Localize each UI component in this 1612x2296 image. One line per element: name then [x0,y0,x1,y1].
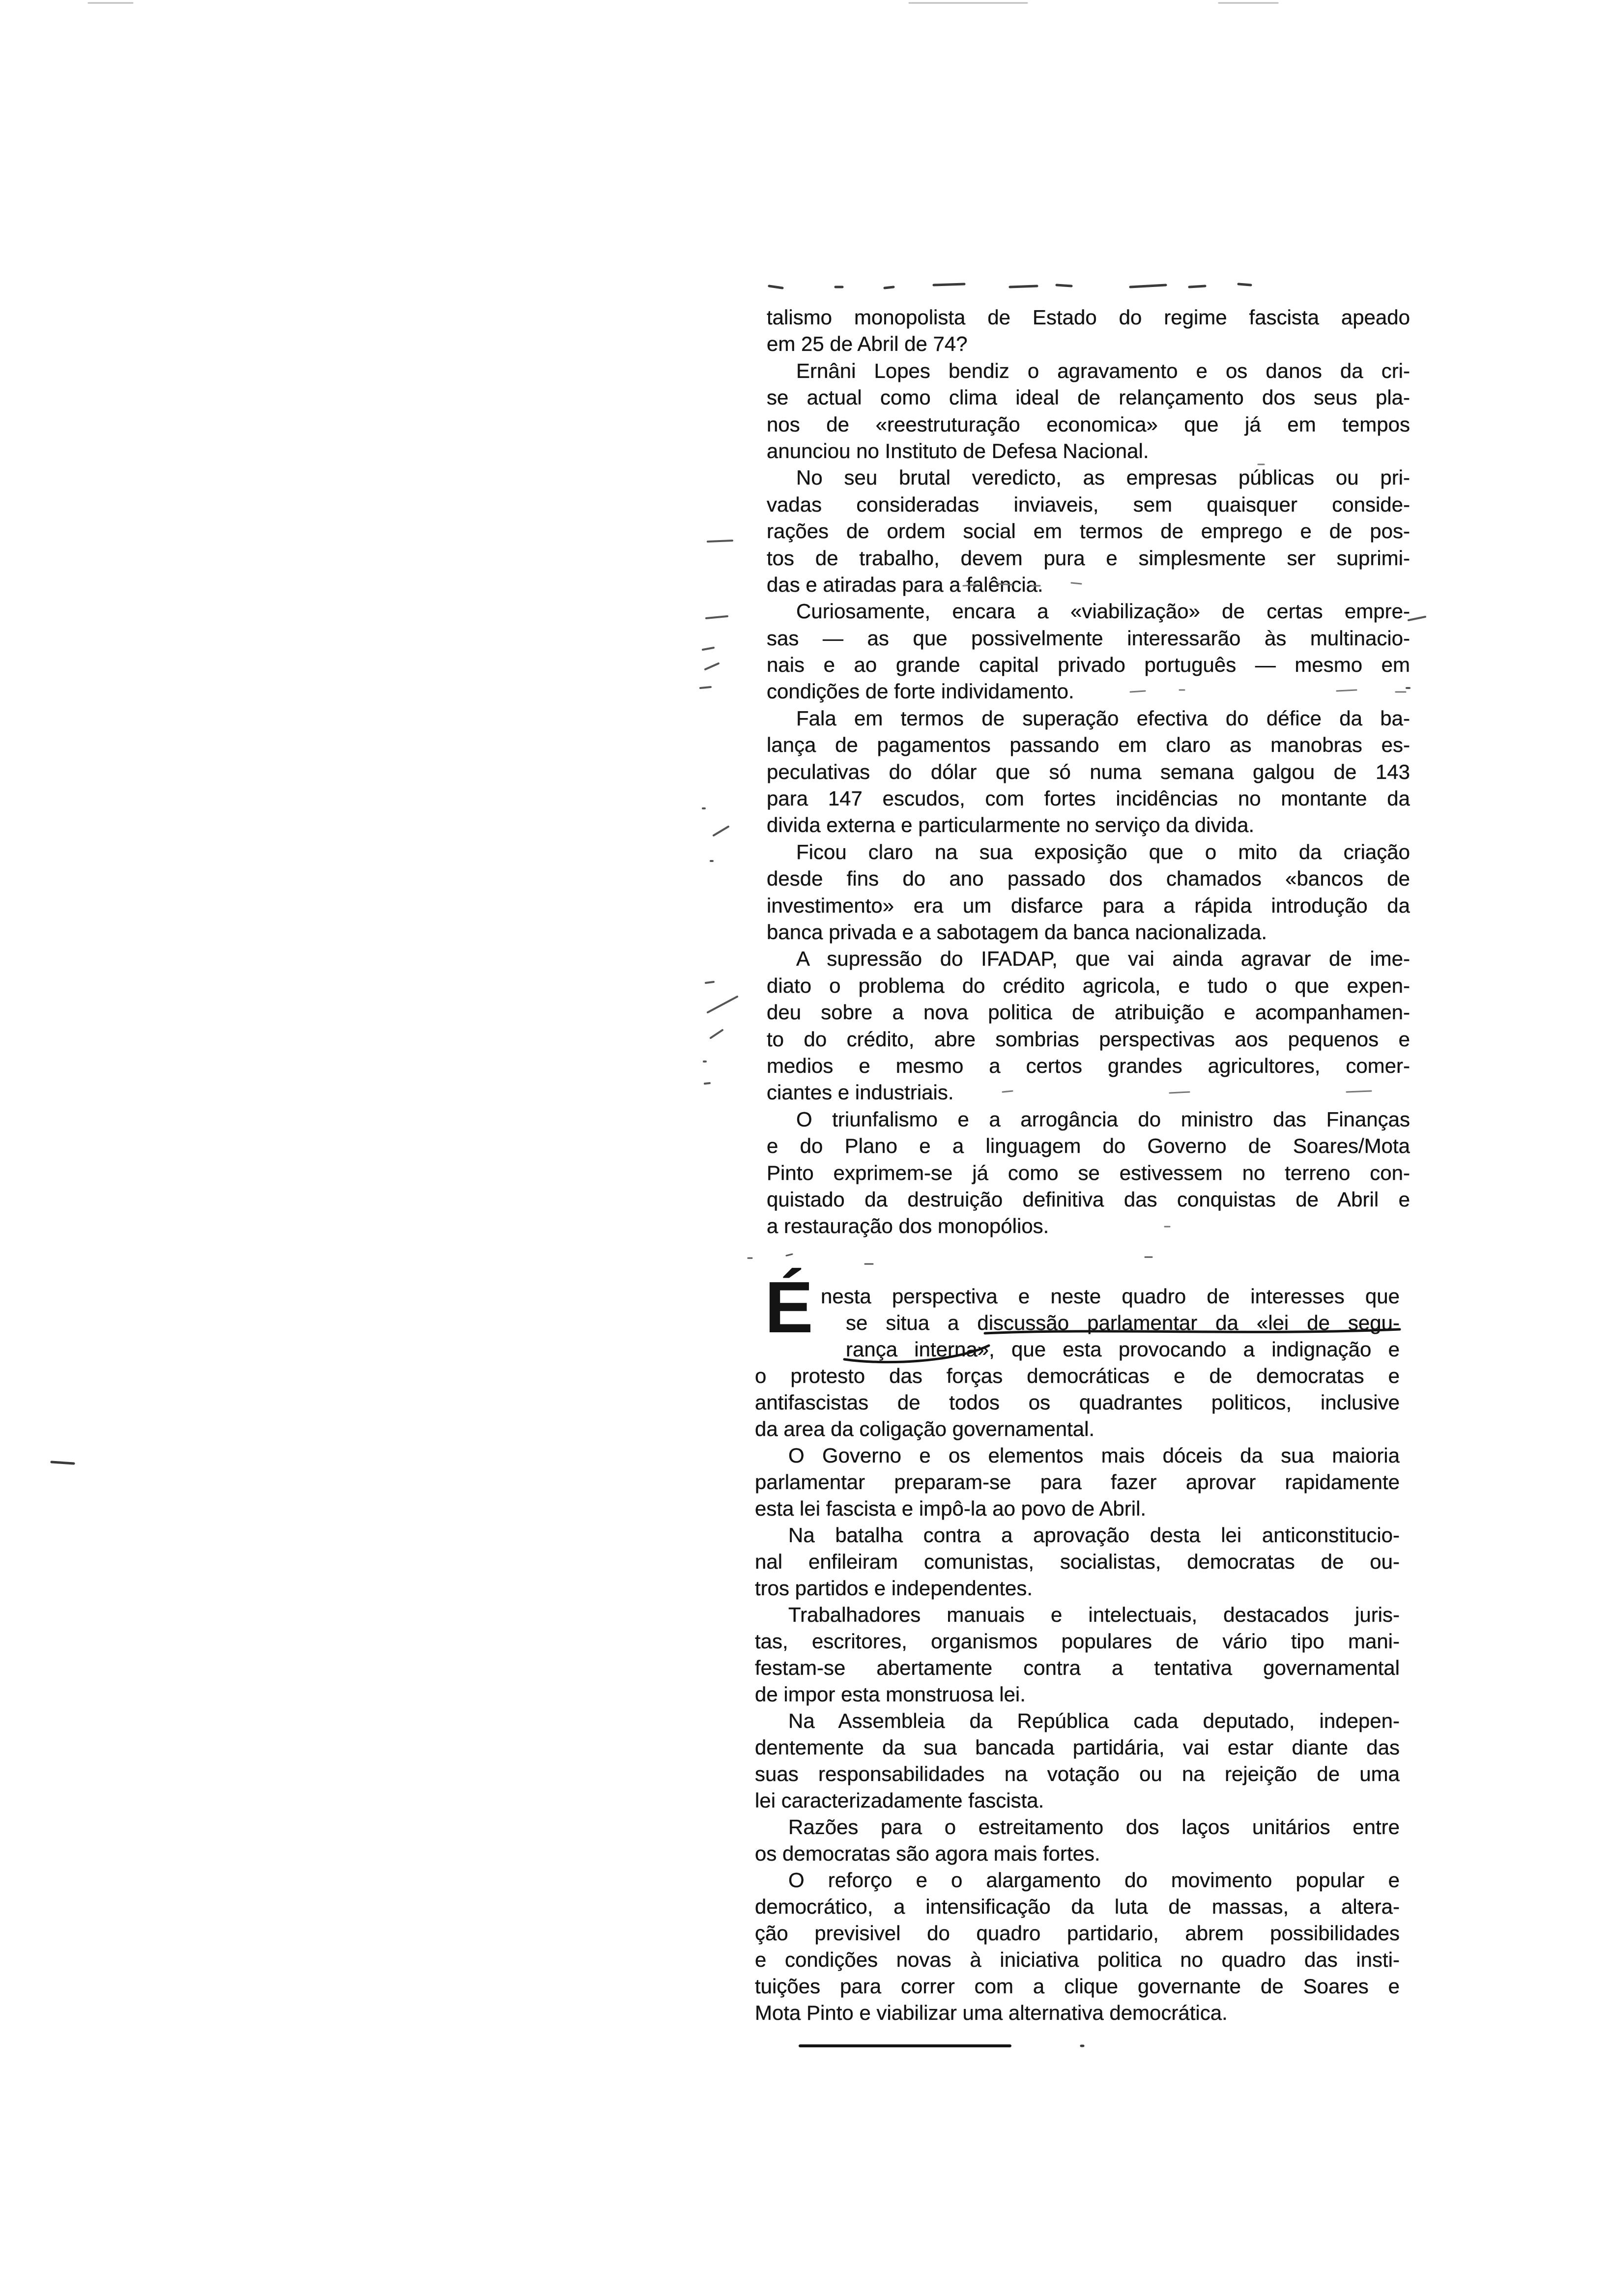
text-line: dentemente da sua bancada partidária, vai estar diante das [755,1736,1400,1759]
text-line: A supressão do IFADAP, que vai ainda agravar de ime- [796,947,1410,971]
text-line: Ficou claro na sua exposição que o mito da criação [796,840,1410,863]
text-line: das e atiradas para a falência. [767,573,1043,596]
text-line: para 147 escudos, com fortes incidências no montante da [767,787,1410,810]
text-line: se actual como clima ideal de relançamento dos seus pla- [767,386,1410,409]
text-line: Razões para o estreitamento dos laços unitários entre [788,1815,1400,1838]
text-line: investimento» era um disfarce para a rápida introdução da [767,893,1410,917]
paragraph [767,946,1410,1106]
text-line: medios e mesmo a certos grandes agricultores, comer- [767,1054,1410,1077]
text-line: se situa a discussão parlamentar da «lei de segu- [846,1311,1400,1334]
text-line: deu sobre a nova politica de atribuição e acompanhamen- [767,1001,1410,1024]
text-line: antifascistas de todos os quadrantes politicos, inclusive [755,1391,1400,1414]
paragraph [767,839,1410,946]
text-line: esta lei fascista e impô-la ao povo de Abril. [755,1497,1147,1520]
text-line: No seu brutal veredicto, as empresas públicas ou pri- [796,466,1410,489]
text-line: O reforço e o alargamento do movimento popular e [788,1868,1400,1892]
text-line: suas responsabilidades na votação ou na rejeição de uma [755,1762,1400,1785]
text-line: ciantes e industriais. [767,1081,954,1104]
text-line: Fala em termos de superação efectiva do défice da ba- [796,706,1410,730]
text-line: Na Assembleia da República cada deputado, indepen- [788,1709,1400,1732]
text-line: O triunfalismo e a arrogância do ministro das Finanças [796,1107,1410,1131]
paragraph [767,358,1410,465]
paragraph [755,1814,1400,1867]
text-line: O Governo e os elementos mais dóceis da sua maioria [788,1444,1400,1467]
text-line: festam-se abertamente contra a tentativa governamental [755,1656,1400,1679]
article-column-top [767,304,1410,1240]
text-line: da area da coligação governamental. [755,1417,1095,1440]
paragraph [767,598,1410,705]
text-line: nesta perspectiva e neste quadro de interesses que [821,1285,1400,1308]
paragraph [755,1867,1400,2026]
text-line: Trabalhadores manuais e intelectuais, destacados juris- [788,1603,1400,1626]
text-line: desde fins do ano passado dos chamados «bancos de [767,867,1410,890]
paragraph [767,1106,1410,1240]
text-line: e condições novas à iniciativa politica no quadro das insti- [755,1948,1400,1971]
text-line: rança interna», que esta provocando a indignação e [846,1338,1400,1361]
text-line: os democratas são agora mais fortes. [755,1842,1100,1865]
text-line: Pinto exprimem-se já como se estivessem no terreno con- [767,1161,1410,1184]
paragraph [767,705,1410,839]
text-line: condições de forte individamento. [767,680,1074,703]
end-rule [799,2044,1011,2047]
text-line: peculativas do dólar que só numa semana galgou de 143 [767,760,1410,783]
text-line: de impor esta monstruosa lei. [755,1683,1026,1706]
text-line: Mota Pinto e viabilizar uma alternativa democrática. [755,2001,1228,2024]
text-line: lança de pagamentos passando em claro as manobras es- [767,733,1410,757]
text-line: tas, escritores, organismos populares de vário tipo mani- [755,1630,1400,1653]
text-line: nais e ao grande capital privado português — mesmo em [767,653,1410,677]
text-line: a restauração dos monopólios. [767,1214,1049,1238]
paragraph [755,1708,1400,1814]
text-line: to do crédito, abre sombrias perspectivas aos pequenos e [767,1027,1410,1051]
text-line: tuições para correr com a clique governante de Soares e [755,1975,1400,1998]
text-line: ção previsivel do quadro partidario, abrem possibilidades [755,1922,1400,1945]
text-line: quistado da destruição definitiva das conquistas de Abril e [767,1187,1410,1211]
text-line: anunciou no Instituto de Defesa Nacional. [767,439,1149,462]
text-line: vadas consideradas inviaveis, sem quaisquer conside- [767,492,1410,516]
text-line: rações de ordem social em termos de emprego e de pos- [767,519,1410,543]
text-line: sas — as que possivelmente interessarão às multinacio- [767,626,1410,650]
text-line: banca privada e a sabotagem da banca nacionalizada. [767,920,1267,944]
text-line: talismo monopolista de Estado do regime fascista apeado [767,306,1410,329]
paragraph [755,1602,1400,1708]
text-line: nos de «reestruturação economica» que já em tempos [767,412,1410,436]
text-line: em 25 de Abril de 74? [767,332,968,356]
article-column-bottom [755,1283,1400,2026]
text-line: Ernâni Lopes bendiz o agravamento e os danos da cri- [796,359,1410,382]
text-line: o protesto das forças democráticas e de democratas e [755,1364,1400,1387]
text-line: divida externa e particularmente no serviço da divida. [767,813,1255,837]
paragraph [755,1442,1400,1522]
text-line: nal enfileiram comunistas, socialistas, democratas de ou- [755,1550,1400,1573]
paragraph [767,464,1410,598]
paragraph [767,304,1410,358]
text-line: diato o problema do crédito agricola, e tudo o que expen- [767,974,1410,997]
text-line: e do Plano e a linguagem do Governo de Soares/Mota [767,1134,1410,1158]
text-line: lei caracterizadamente fascista. [755,1789,1044,1812]
paragraph [755,1283,1400,1442]
text-line: Curiosamente, encara a «viabilização» de certas empre- [796,600,1410,623]
text-line: tos de trabalho, devem pura e simplesmente ser suprimi- [767,546,1410,570]
text-line: tros partidos e independentes. [755,1577,1033,1600]
paragraph [755,1522,1400,1602]
text-line: parlamentar preparam-se para fazer aprovar rapidamente [755,1470,1400,1493]
text-line: democrático, a intensificação da luta de massas, a altera- [755,1895,1400,1918]
drop-cap: É [765,1267,813,1348]
text-line: Na batalha contra a aprovação desta lei anticonstitucio- [788,1523,1400,1547]
